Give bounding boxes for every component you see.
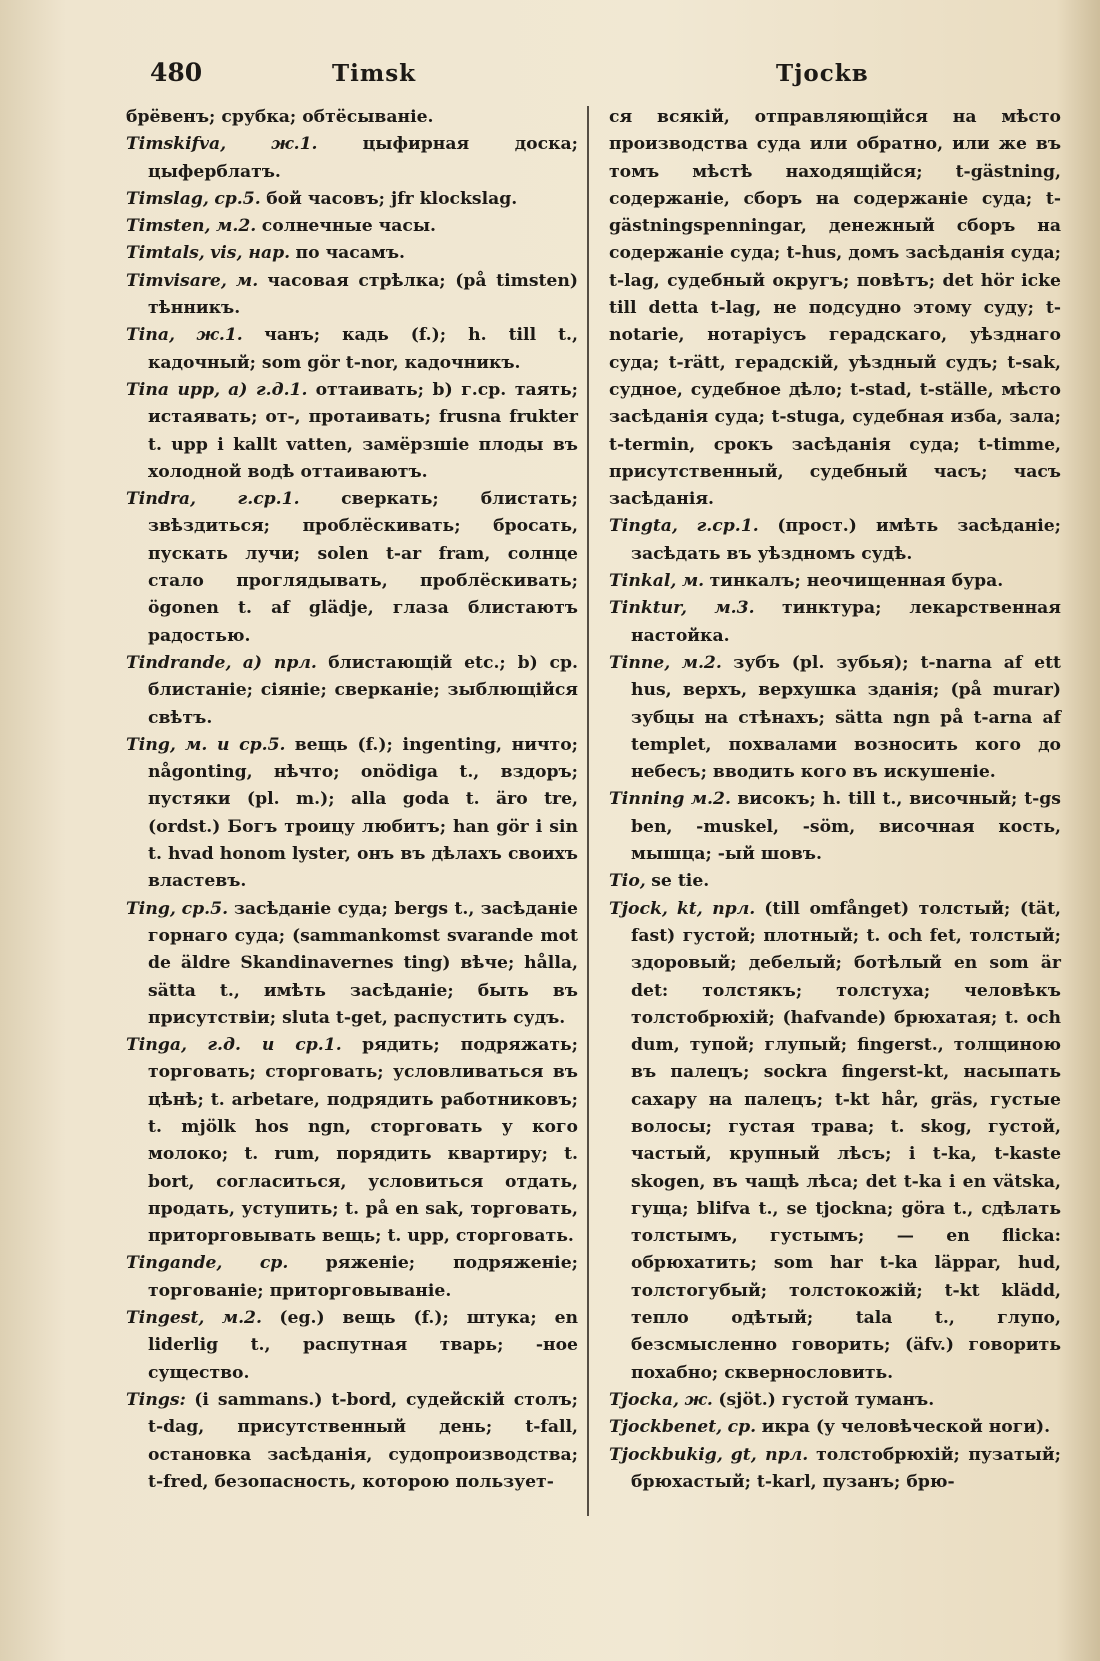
entry-headword: Tjockbenet, (609, 1417, 723, 1438)
entry-definition: бой часовъ; jfr klockslag. (266, 188, 518, 209)
entry-headword: Tinktur, (609, 598, 687, 619)
entry-definition: високъ; h. till t., височный; t-gs ben, -muskel, -söm, височная кость, мышца; -ый шовъ. (631, 789, 1061, 865)
entry-definition: по часамъ. (295, 243, 405, 264)
dictionary-entry (126, 268, 578, 323)
entry-grammar: м.2. (216, 216, 257, 237)
dictionary-entry (126, 213, 578, 240)
entry-headword: Tindra, (126, 489, 197, 510)
entry-headword: Tinning (609, 789, 685, 810)
entry-headword: Tjockbukig, (609, 1444, 723, 1465)
entry-grammar: ср. (259, 1253, 289, 1274)
entry-grammar: ср.5. (181, 898, 229, 919)
dictionary-entry (126, 377, 578, 486)
dictionary-entry (126, 486, 578, 650)
dictionary-entry (126, 896, 578, 1032)
entry-definition: se tie. (651, 871, 710, 892)
entry-headword: Ting, (126, 898, 176, 919)
entry-headword: Tinga, (126, 1035, 187, 1056)
entry-definition: зубъ (pl. зубья); t-narna af ett hus, верхъ, верхушка зданія; (på murar) зубцы на стѣнахъ; sätta ngn på t-arna af templet, похвалами возносить кого до небесъ; вводить кого въ искушеніе. (631, 652, 1061, 783)
entry-headword: Timskifva, (126, 134, 227, 155)
entry-grammar: gt, прл. (730, 1444, 809, 1465)
entry-definition: (sjöt.) густой туманъ. (718, 1389, 935, 1410)
entry-definition: икра (у человѣческой ноги). (761, 1417, 1051, 1438)
entry-grammar: г.ср.1. (696, 516, 759, 537)
entry-headword: Tings: (126, 1389, 186, 1410)
entry-grammar: а) г.д.1. (228, 379, 308, 400)
entry-headword: Timsten, (126, 216, 211, 237)
entry-headword: Tinne, (609, 652, 671, 673)
entry-headword: Tina, (126, 325, 175, 346)
entry-definition: (прост.) имѣть засѣданіе; засѣдать въ уѣздномъ судѣ. (631, 516, 1062, 564)
entry-definition: рядить; подряжать; торговать; сторговать; условливаться въ цѣнѣ; t. arbetare, подрядить работниковъ; t. mjölk hos ngn, сторговать у кого молоко; t. rum, порядить квартиру; t. bort, согласиться, условиться отдать, продать, уступить; t. på en sak, торговать, приторговывать вещь; t. upp, сторговать. (148, 1035, 578, 1247)
dictionary-entry (126, 186, 578, 213)
dictionary-entry (126, 240, 578, 267)
entry-definition: вещь (f.); ingenting, ничто; någonting, нѣчто; onödiga t., вздоръ; пустяки (pl. m.); alla goda t. äro tre, (ordst.) Богъ троицу любитъ; han gör i sin t. hvad honom lyster, онъ въ дѣлахъ своихъ властевъ. (148, 734, 579, 892)
dictionary-entry (126, 732, 578, 896)
dictionary-entry (126, 1032, 578, 1250)
dictionary-entry (609, 1414, 1061, 1441)
dictionary-entry (609, 896, 1061, 1387)
entry-definition: засѣданіе суда; bergs t., засѣданіе горнаго суда; (sammankomst svarande mot de äldre Skandinavernes ting) вѣче; hålla, sätta t., имѣть засѣданіе; быть въ присутствіи; sluta t-get, распустить судъ. (148, 898, 578, 1028)
entry-grammar: ср. (727, 1417, 757, 1438)
running-title-left: Timsk (332, 60, 417, 87)
dictionary-entry (126, 1250, 578, 1305)
entry-headword: Tjock, (609, 898, 668, 919)
entry-headword: Tingest, (126, 1308, 205, 1329)
entry-definition: чанъ; кадь (f.); h. till t., кадочный; som gör t-nor, кадочникъ. (148, 325, 579, 373)
entry-grammar: а) прл. (242, 652, 317, 673)
dictionary-entry (609, 650, 1061, 786)
entry-definition: брёвенъ; срубка; обтёсываніе. (126, 107, 434, 127)
entry-definition: сверкать; блистать; звѣздиться; проблёскивать; бросать, пускать лучи; solen t-ar fram, солнце стало проглядывать, проблёскивать; ögonen t. af glädje, глаза блистаютъ радостью. (148, 489, 578, 646)
dictionary-entry (609, 568, 1061, 595)
entry-grammar: м.2. (221, 1308, 263, 1329)
entry-headword: Ting, (126, 734, 176, 755)
dictionary-entry (126, 104, 578, 131)
dictionary-entry (609, 513, 1061, 568)
dictionary-entry (609, 1387, 1061, 1414)
dictionary-entry (126, 131, 578, 186)
entry-grammar: ж.1. (196, 325, 243, 346)
entry-headword: Tio, (609, 871, 646, 892)
entry-headword: Timvisare, (126, 270, 227, 291)
entry-definition: тинкалъ; неочищенная бура. (709, 571, 1004, 592)
entry-headword: Timtals, (126, 243, 205, 264)
entry-grammar: м. (235, 270, 259, 291)
dictionary-entry (609, 868, 1061, 895)
entry-definition: часовая стрѣлка; (på timsten) тѣнникъ. (148, 270, 578, 319)
entry-definition: ся всякій, отправляющійся на мѣсто производства суда или обратно, или же въ томъ мѣстѣ находящійся; t-gästning, содержаніе, сборъ на содержаніе суда; t-gästningspenningar, денежный сборъ на содержаніе суда; t-hus, домъ засѣданія суда; t-lag, судебный округъ; повѣтъ; det hör icke till detta t-lag, не подсудно этому суду; t-notarie, нотаріусъ герадскаго, уѣзднаго суда; t-rätt, герадскій, уѣздный судъ; t-sak, судное, судебное дѣло; t-stad, t-ställe, мѣсто засѣданія суда; t-stuga, судебная изба, зала; t-termin, срокъ засѣданія суда; t-timme, присутственный, судебный часъ; часъ засѣданія. (609, 107, 1061, 510)
entry-definition: (till omfånget) толстый; (tät, fast) густой; плотный; t. och fet, толстый; здоровый; дебелый; ботѣлый en som är det: толстякъ; толстуха; человѣкъ толстобрюхій; (hafvande) брюхатая; t. och dum, тупой; глупый; fingerst., толщиною въ палецъ; sockra fingerst-kt, насыпать сахару на палецъ; t-kt hår, gräs, густые волосы; густая трава; t. skog, густой, частый, крупный лѣсъ; i t-ka, t-kaste skogen, въ чащѣ лѣса; det t-ka i en vätska, гуща; blifva t., se tjockna; göra t., сдѣлать толстымъ, густымъ; — en flicka: обрюхатить; som har t-ka läppar, hud, толстогубый; толстокожій; t-kt klädd, тепло одѣтый; tala t., глупо, безсмысленно говорить; (äfv.) говорить похабно; сквернословить. (631, 898, 1061, 1383)
right-column (609, 104, 1061, 1496)
dictionary-entry (609, 1442, 1061, 1497)
entry-headword: Timslag, (126, 188, 209, 209)
entry-grammar: г.д. и ср.1. (207, 1035, 342, 1056)
entry-definition: оттаивать; b) г.ср. таять; истаявать; от-, протаивать; frusna frukter t. upp i kallt vatten, замёрзшіе плоды въ холодной водѣ оттаиваютъ. (148, 379, 578, 482)
entry-grammar: м. (681, 571, 705, 592)
entry-grammar: kt, прл. (676, 898, 756, 919)
entry-grammar: м. и ср.5. (184, 734, 286, 755)
entry-definition: толстобрюхій; пузатый; брюхастый; t-karl, пузанъ; брю- (631, 1444, 1061, 1492)
entry-definition: тинктура; лекарственная настойка. (631, 598, 1061, 646)
entry-definition: солнечные часы. (261, 216, 437, 237)
left-column (126, 104, 578, 1496)
entry-grammar: м.2. (690, 789, 731, 810)
dictionary-entry (609, 595, 1061, 650)
entry-definition: цыфирная доска; цыферблатъ. (148, 134, 578, 182)
dictionary-entry (609, 104, 1061, 513)
dictionary-entry (126, 1387, 578, 1496)
dictionary-entry (609, 786, 1061, 868)
entry-headword: Tjocka, (609, 1389, 679, 1410)
entry-grammar: vis, нар. (210, 243, 291, 264)
dictionary-entry (126, 1305, 578, 1387)
entry-headword: Tindrande, (126, 652, 232, 673)
entry-grammar: г.ср.1. (237, 489, 300, 510)
running-title-right: Tjockв (776, 60, 869, 87)
page-header (0, 52, 1100, 92)
entry-definition: блистающій etc.; b) ср. блистаніе; сіяніе; сверканіе; зыблющійся свѣтъ. (148, 652, 578, 728)
entry-grammar: ж.1. (271, 134, 318, 155)
dictionary-entry (126, 322, 578, 377)
column-divider (587, 106, 589, 1516)
page-number: 480 (150, 58, 203, 87)
entry-grammar: ср.5. (214, 188, 261, 209)
entry-headword: Tingta, (609, 516, 678, 537)
entry-grammar: м.3. (714, 598, 755, 619)
entry-headword: Tinkal, (609, 571, 677, 592)
dictionary-entry (126, 650, 578, 732)
entry-definition: (i sammans.) t-bord, судейскій столъ; t-dag, присутственный день; t-fall, остановка засѣданія, судопроизводства; t-fred, безопасность, которою пользует- (148, 1389, 578, 1492)
entry-definition: (eg.) вещь (f.); штука; en liderlig t., распутная тварь; -ное существо. (148, 1308, 579, 1383)
entry-definition: ряженіе; подряженіе; торгованіе; приторговываніе. (148, 1253, 578, 1301)
entry-grammar: ж. (684, 1389, 713, 1410)
entry-headword: Tingande, (126, 1253, 223, 1274)
entry-grammar: м.2. (681, 652, 722, 673)
entry-headword: Tina upp, (126, 379, 221, 400)
